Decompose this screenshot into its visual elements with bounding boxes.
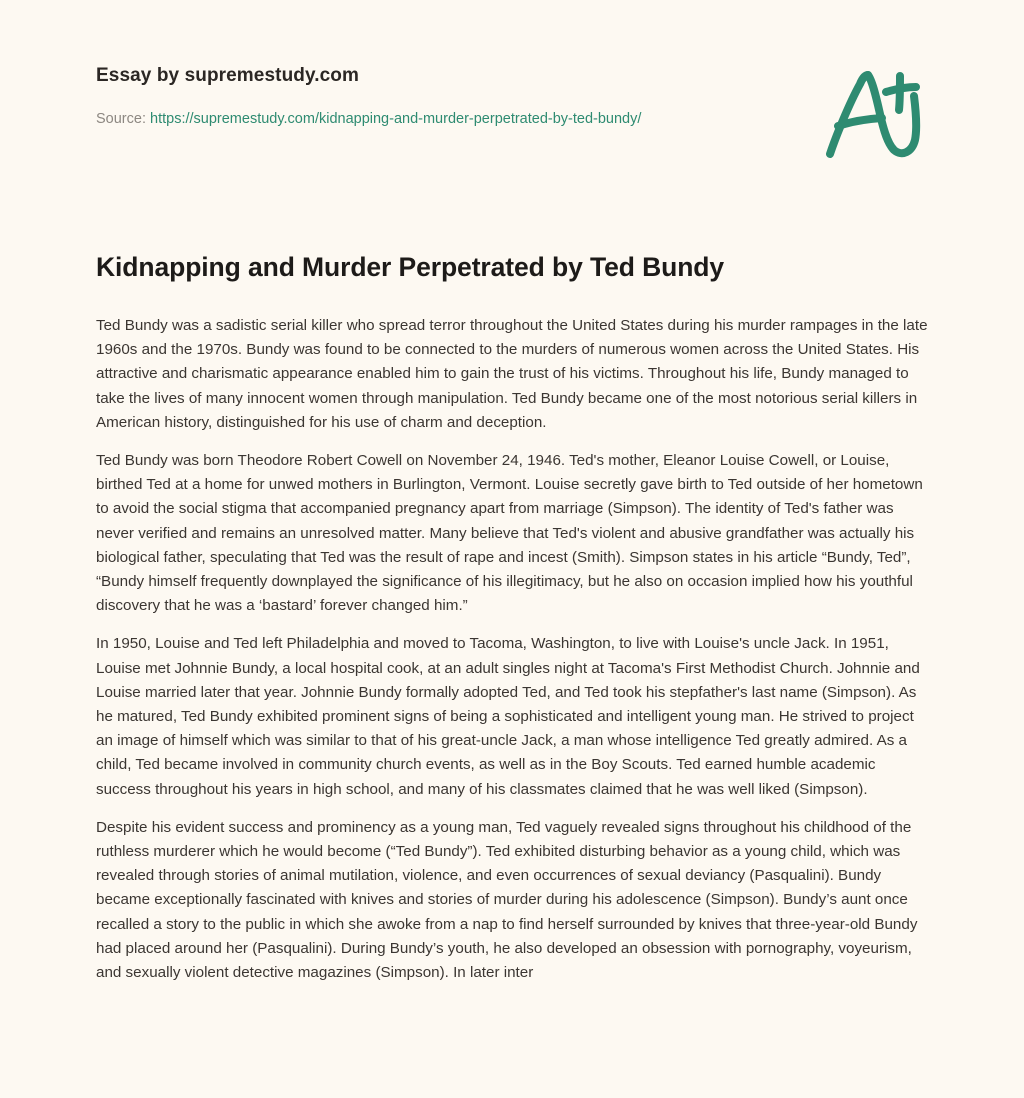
paragraph: Ted Bundy was born Theodore Robert Cowell on November 24, 1946. Ted's mother, Eleanor Louise Cowell, or Louise, birthed Ted at a home for unwed mothers in Burlington, Vermont. Louise secretly gave birth to Ted outside of her hometown to avoid the social stigma that accompanied pregnancy apart from marriage (Simpson). The identity of Ted's father was never verified and remains an unresolved matter. Many believe that Ted's violent and abusive grandfather was actually his biological father, speculating that Ted was the result of rape and incest (Smith). Simpson states in his article “Bundy, Ted”, “Bundy himself frequently downplayed the significance of his illegitimacy, but he also on occasion implied how his youthful discovery that he was a ‘bastard’ forever changed him.”: [96, 452, 923, 615]
page-title: Kidnapping and Murder Perpetrated by Ted Bundy: [96, 252, 725, 282]
source-label: Source:: [96, 111, 146, 127]
byline: Essay by supremestudy.com: [96, 65, 359, 86]
paragraph: Despite his evident success and prominency as a young man, Ted vaguely revealed signs throughout his childhood of the ruthless murderer which he would become (“Ted Bundy”). Ted exhibited disturbing behavior as a young child, which was revealed through stories of animal mutilation, violence, and even occurrences of sexual deviancy (Pasqualini). Bundy became exceptionally fascinated with knives and stories of murder during his adolescence (Simpson). Bundy’s aunt once recalled a story to the public in which she awoke from a nap to find herself surrounded by knives that three-year-old Bundy had placed around her (Pasqualini). During Bundy’s youth, he also developed an obsession with pornography, voyeurism, and sexually violent detective magazines (Simpson). In later inter: [96, 818, 918, 982]
paragraph: In 1950, Louise and Ted left Philadelphia and moved to Tacoma, Washington, to live with Louise's uncle Jack. In 1951, Louise met Johnnie Bundy, a local hospital cook, at an adult singles night at Tacoma's First Methodist Church. Johnnie and Louise married later that year. Johnnie Bundy formally adopted Ted, and Ted took his stepfather's last name (Simpson). As he matured, Ted Bundy exhibited prominent signs of being a sophisticated and intelligent young man. He strived to project an image of himself which was similar to that of his great-uncle Jack, a man whose intelligence Ted greatly admired. As a child, Ted became involved in community church events, as well as in the Boy Scouts. Ted earned humble academic success throughout his years in high school, and many of his classmates claimed that he was well liked (Simpson).: [96, 635, 920, 798]
a-plus-logo-icon: [816, 56, 928, 168]
paragraph: Ted Bundy was a sadistic serial killer who spread terror throughout the United States during his murder rampages in the late 1960s and the 1970s. Bundy was found to be connected to the murders of numerous women across the United States. His attractive and charismatic appearance enabled him to gain the trust of his victims. Throughout his life, Bundy managed to take the lives of many innocent women through manipulation. Ted Bundy became one of the most notorious serial killers in American history, distinguished for his use of charm and deception.: [96, 317, 928, 431]
article: [96, 250, 930, 985]
a-plus-logo[interactable]: [816, 56, 928, 168]
source-line: [96, 110, 928, 128]
page-header: [96, 64, 928, 164]
article-body: [96, 314, 930, 985]
source-url-link[interactable]: https://supremestudy.com/kidnapping-and-murder-perpetrated-by-ted-bundy/: [150, 111, 642, 127]
